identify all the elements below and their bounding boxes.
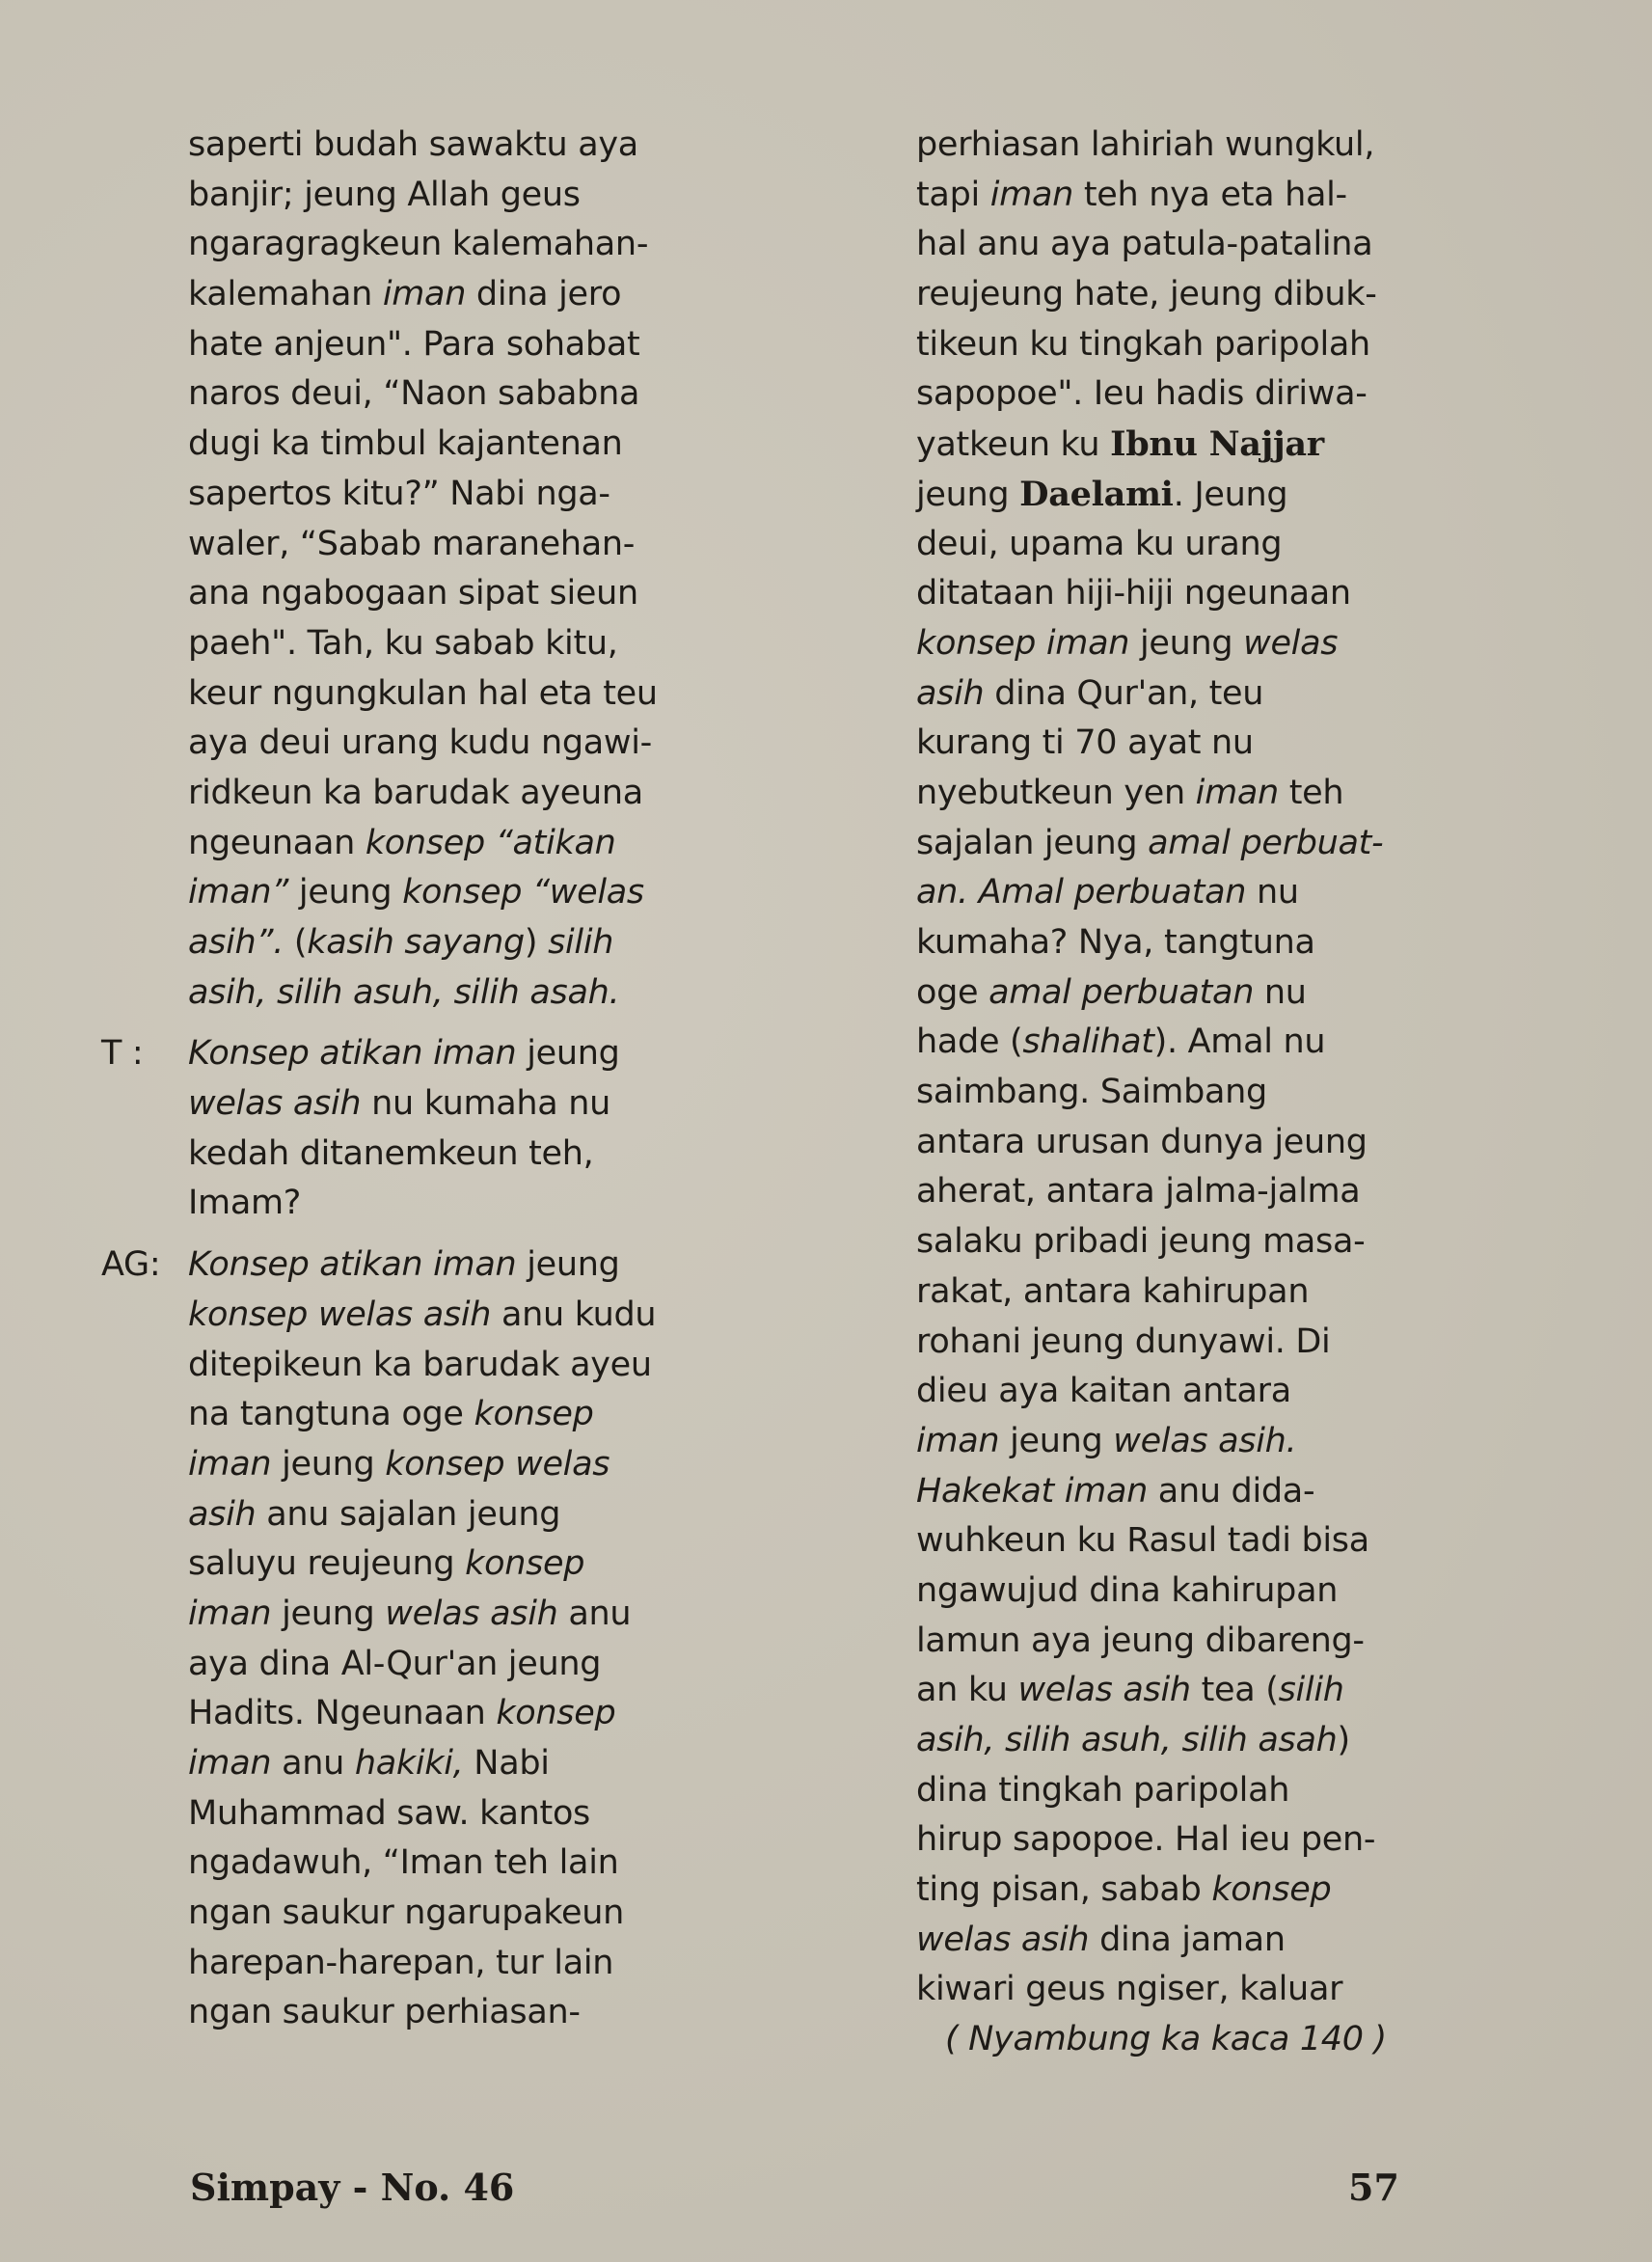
text-line <box>916 1417 1456 1467</box>
text: an ku <box>916 1671 1018 1710</box>
text: dina jero <box>466 275 622 314</box>
text: jeung <box>271 1444 386 1484</box>
text: kalemahan <box>188 275 383 314</box>
text: anu sajalan jeung <box>256 1494 561 1534</box>
text: wuhkeun ku Rasul tadi bisa <box>916 1521 1369 1561</box>
text-line <box>916 1118 1456 1168</box>
text-line <box>916 1318 1456 1368</box>
italic-text: welas asih <box>1017 1671 1191 1710</box>
text-line <box>916 1367 1456 1417</box>
text: jeung <box>1129 623 1244 663</box>
text-line <box>916 968 1456 1019</box>
text: jeung <box>288 873 403 913</box>
text: reujeung hate, jeung dibuk- <box>916 275 1377 314</box>
italic-text: konsep <box>465 1544 585 1584</box>
text-line <box>916 1467 1456 1517</box>
text: tea ( <box>1190 1671 1279 1710</box>
text-line <box>188 1689 815 1739</box>
italic-text: asih, silih asuh, silih asah <box>916 1721 1338 1759</box>
text-line <box>916 1866 1456 1916</box>
text: jeung <box>999 1421 1114 1460</box>
italic-text: asih <box>188 1494 257 1534</box>
text-line <box>916 1267 1456 1318</box>
bold-name: Ibnu Najjar <box>1110 424 1324 465</box>
text: tapi <box>916 175 990 214</box>
italic-text: ( Nyambung ka kaca 140 ) <box>945 2020 1387 2059</box>
text-line <box>188 369 815 420</box>
italic-text: konsep iman <box>916 623 1130 663</box>
text: Muhammad saw. kantos <box>188 1793 590 1833</box>
text-line <box>188 1540 815 1590</box>
text: ngaragragkeun kalemahan- <box>188 225 649 264</box>
text-line <box>188 1889 815 1939</box>
text-line <box>916 171 1456 221</box>
text-line <box>188 1640 815 1690</box>
text-line <box>188 121 815 171</box>
text-line <box>916 719 1456 769</box>
italic-text: an. Amal perbuatan <box>916 873 1247 913</box>
text: anu dida- <box>1147 1471 1315 1511</box>
text: oge <box>916 972 989 1012</box>
text: ) <box>1337 1721 1350 1759</box>
text-line <box>916 868 1456 918</box>
text-line <box>916 1567 1456 1617</box>
text: lamun aya jeung dibareng- <box>916 1621 1365 1660</box>
text-line <box>916 1617 1456 1667</box>
text-line <box>188 1291 815 1341</box>
text-line <box>188 1789 815 1840</box>
text-line <box>188 1130 815 1180</box>
italic-text: konsep “welas <box>402 873 644 913</box>
answer-block <box>101 1240 815 2038</box>
page-number: 57 <box>1348 2166 1399 2209</box>
text-line <box>188 1390 815 1440</box>
text-line <box>916 1068 1456 1118</box>
text: saluyu reujeung <box>188 1544 466 1584</box>
italic-text: Hakekat iman <box>916 1471 1148 1511</box>
text-line <box>188 1029 815 1079</box>
italic-text: asih <box>916 673 985 713</box>
text: dina Qur'an, teu <box>984 673 1264 713</box>
text: naros deui, “Naon sababna <box>188 374 640 414</box>
text-line <box>916 1516 1456 1567</box>
italic-text: hakiki, <box>354 1744 464 1783</box>
italic-text: iman <box>1195 773 1279 812</box>
text: jeung <box>516 1245 620 1285</box>
text-line <box>188 320 815 370</box>
text-line <box>916 1815 1456 1866</box>
text: dugi ka timbul kajantenan <box>188 424 623 464</box>
italic-text: silih <box>548 923 614 962</box>
text-line <box>188 1739 815 1789</box>
right-column <box>916 121 1456 2065</box>
text: tikeun ku tingkah paripolah <box>916 324 1370 364</box>
italic-text: iman <box>916 1421 1000 1460</box>
text-line <box>188 1179 815 1229</box>
text: kiwari geus ngiser, kaluar <box>916 1970 1343 2009</box>
text: keur ngungkulan hal eta teu <box>188 673 658 713</box>
question-block <box>101 1029 815 1229</box>
text: ( <box>284 923 308 962</box>
text: jeung <box>916 475 1020 514</box>
text-line <box>188 769 815 819</box>
text: jeung <box>516 1034 620 1074</box>
text-line <box>188 1490 815 1540</box>
text-line <box>916 669 1456 720</box>
text: rohani jeung dunyawi. Di <box>916 1322 1331 1361</box>
italic-text: welas asih <box>188 1084 362 1124</box>
text-line <box>188 569 815 619</box>
text: ). Amal nu <box>1153 1022 1326 1062</box>
italic-text: silih <box>1278 1671 1344 1710</box>
text: teh nya eta hal- <box>1073 175 1347 214</box>
text: perhiasan lahiriah wungkul, <box>916 125 1375 164</box>
text: salaku pribadi jeung masa- <box>916 1222 1366 1262</box>
left-column <box>101 121 815 2038</box>
italic-text: welas asih <box>385 1594 558 1633</box>
text: jeung <box>271 1594 386 1633</box>
text: ngadawuh, “Iman teh lain <box>188 1843 619 1883</box>
italic-text: asih”. <box>188 923 284 962</box>
text-line <box>916 1018 1456 1068</box>
text-line <box>916 1716 1456 1766</box>
text: hirup sapopoe. Hal ieu pen- <box>916 1820 1376 1860</box>
text: ana ngabogaan sipat sieun <box>188 574 638 613</box>
text-line <box>916 819 1456 869</box>
text-line <box>916 569 1456 619</box>
text-line <box>188 470 815 520</box>
bold-name: Daelami <box>1019 474 1174 514</box>
italic-text: Konsep atikan iman <box>188 1245 517 1285</box>
text: ngawujud dina kahirupan <box>916 1570 1339 1610</box>
text-line <box>188 420 815 470</box>
text-line <box>916 619 1456 669</box>
italic-text: shalihat <box>1022 1022 1154 1062</box>
text-line <box>188 1440 815 1490</box>
italic-text: iman <box>188 1444 272 1484</box>
text-line <box>188 619 815 669</box>
text: antara urusan dunya jeung <box>916 1122 1368 1161</box>
text: aya dina Al-Qur'an jeung <box>188 1644 602 1683</box>
italic-text: iman” <box>188 873 289 913</box>
italic-text: iman <box>188 1744 272 1783</box>
text: paeh". Tah, ku sabab kitu, <box>188 623 618 663</box>
text: aherat, antara jalma-jalma <box>916 1172 1361 1212</box>
text-line <box>916 1965 1456 2015</box>
speaker-label: T : <box>101 1034 144 1074</box>
text: ) <box>524 923 549 962</box>
text-line <box>188 868 815 918</box>
text: sapertos kitu?” Nabi nga- <box>188 474 610 513</box>
text-line <box>916 1167 1456 1217</box>
italic-text: amal perbuat- <box>1148 823 1384 862</box>
text: saperti budah sawaktu aya <box>188 125 638 164</box>
text: ting pisan, sabab <box>916 1870 1212 1910</box>
text: kumaha? Nya, tangtuna <box>916 923 1315 962</box>
text: ngeunaan <box>188 823 366 862</box>
italic-text: welas asih. <box>1113 1421 1297 1460</box>
text: waler, “Sabab maranehan- <box>188 524 636 563</box>
text: ditataan hiji-hiji ngeunaan <box>916 574 1351 613</box>
text: ngan saukur ngarupakeun <box>188 1894 625 1933</box>
text: dieu aya kaitan antara <box>916 1372 1291 1411</box>
italic-text: kasih sayang <box>307 923 525 962</box>
text-line <box>188 1988 815 2038</box>
text-line <box>188 220 815 270</box>
italic-text: konsep welas asih <box>188 1295 492 1334</box>
text-line <box>188 719 815 769</box>
text: ridkeun ka barudak ayeuna <box>188 773 643 812</box>
speaker-label: AG: <box>101 1245 161 1285</box>
text: Imam? <box>188 1184 302 1223</box>
text-line <box>916 1666 1456 1716</box>
italic-text: iman <box>188 1594 272 1633</box>
text: nu kumaha nu <box>361 1084 611 1124</box>
text-line <box>916 1916 1456 1966</box>
text-line <box>188 968 815 1019</box>
text: teh <box>1278 773 1344 812</box>
text-line <box>188 669 815 720</box>
magazine-issue: Simpay - No. 46 <box>190 2166 515 2209</box>
text-line <box>916 220 1456 270</box>
text-line <box>188 270 815 320</box>
italic-text: konsep welas <box>385 1444 610 1484</box>
text-line <box>188 1341 815 1391</box>
italic-text: Konsep atikan iman <box>188 1034 517 1074</box>
text-line <box>188 1079 815 1130</box>
italic-text: konsep <box>1211 1870 1332 1910</box>
continuation-note <box>916 2015 1456 2065</box>
text-line <box>188 1240 815 1291</box>
text: ditepikeun ka barudak ayeu <box>188 1345 652 1384</box>
text-line <box>188 918 815 968</box>
italic-text: konsep “atikan <box>365 823 616 862</box>
text: anu <box>557 1594 632 1633</box>
italic-text: konsep <box>496 1694 616 1733</box>
italic-text: iman <box>382 275 467 314</box>
italic-text: iman <box>989 175 1073 214</box>
text-line <box>188 819 815 869</box>
text: nyebutkeun yen <box>916 773 1196 812</box>
text-line <box>916 121 1456 171</box>
text-line <box>188 1839 815 1889</box>
text: nu <box>1254 972 1307 1012</box>
text: dina tingkah paripolah <box>916 1770 1290 1810</box>
text: Nabi <box>463 1744 550 1783</box>
italic-text: amal perbuatan <box>988 972 1255 1012</box>
text-line <box>916 320 1456 370</box>
text-line <box>916 1217 1456 1267</box>
text-line <box>916 420 1456 470</box>
text: yatkeun ku <box>916 425 1111 465</box>
text: harepan-harepan, tur lain <box>188 1943 614 1982</box>
text-line <box>916 769 1456 819</box>
text: na tangtuna oge <box>188 1395 474 1434</box>
text: kedah ditanemkeun teh, <box>188 1133 594 1173</box>
text: anu kudu <box>491 1295 657 1334</box>
text: deui, upama ku urang <box>916 524 1283 563</box>
italic-text: asih, silih asuh, silih asah. <box>188 972 620 1012</box>
text-line <box>916 270 1456 320</box>
text: banjir; jeung Allah geus <box>188 175 581 214</box>
text: . Jeung <box>1173 475 1288 514</box>
text-line <box>916 369 1456 420</box>
text-line <box>188 171 815 221</box>
text: hal anu aya patula-patalina <box>916 225 1373 264</box>
text: sajalan jeung <box>916 823 1149 862</box>
text: anu <box>271 1744 355 1783</box>
text-line <box>916 520 1456 570</box>
text: hade ( <box>916 1022 1023 1062</box>
text: ngan saukur perhiasan- <box>188 1993 581 2032</box>
text-line <box>188 1939 815 1989</box>
text: Hadits. Ngeunaan <box>188 1694 497 1733</box>
italic-text: welas <box>1243 623 1339 663</box>
text: saimbang. Saimbang <box>916 1073 1267 1112</box>
text-line <box>188 1590 815 1640</box>
text: sapopoe". Ieu hadis diriwa- <box>916 374 1368 414</box>
italic-text: konsep <box>474 1395 594 1434</box>
text-line <box>916 1766 1456 1816</box>
text-line <box>916 470 1456 520</box>
text: nu <box>1246 873 1299 913</box>
text: hate anjeun". Para sohabat <box>188 324 640 364</box>
text: aya deui urang kudu ngawi- <box>188 723 652 763</box>
text: kurang ti 70 ayat nu <box>916 723 1254 763</box>
text-line <box>188 520 815 570</box>
text: rakat, antara kahirupan <box>916 1271 1310 1311</box>
italic-text: welas asih <box>916 1920 1090 1959</box>
text-line <box>916 918 1456 968</box>
text: dina jaman <box>1089 1920 1286 1959</box>
